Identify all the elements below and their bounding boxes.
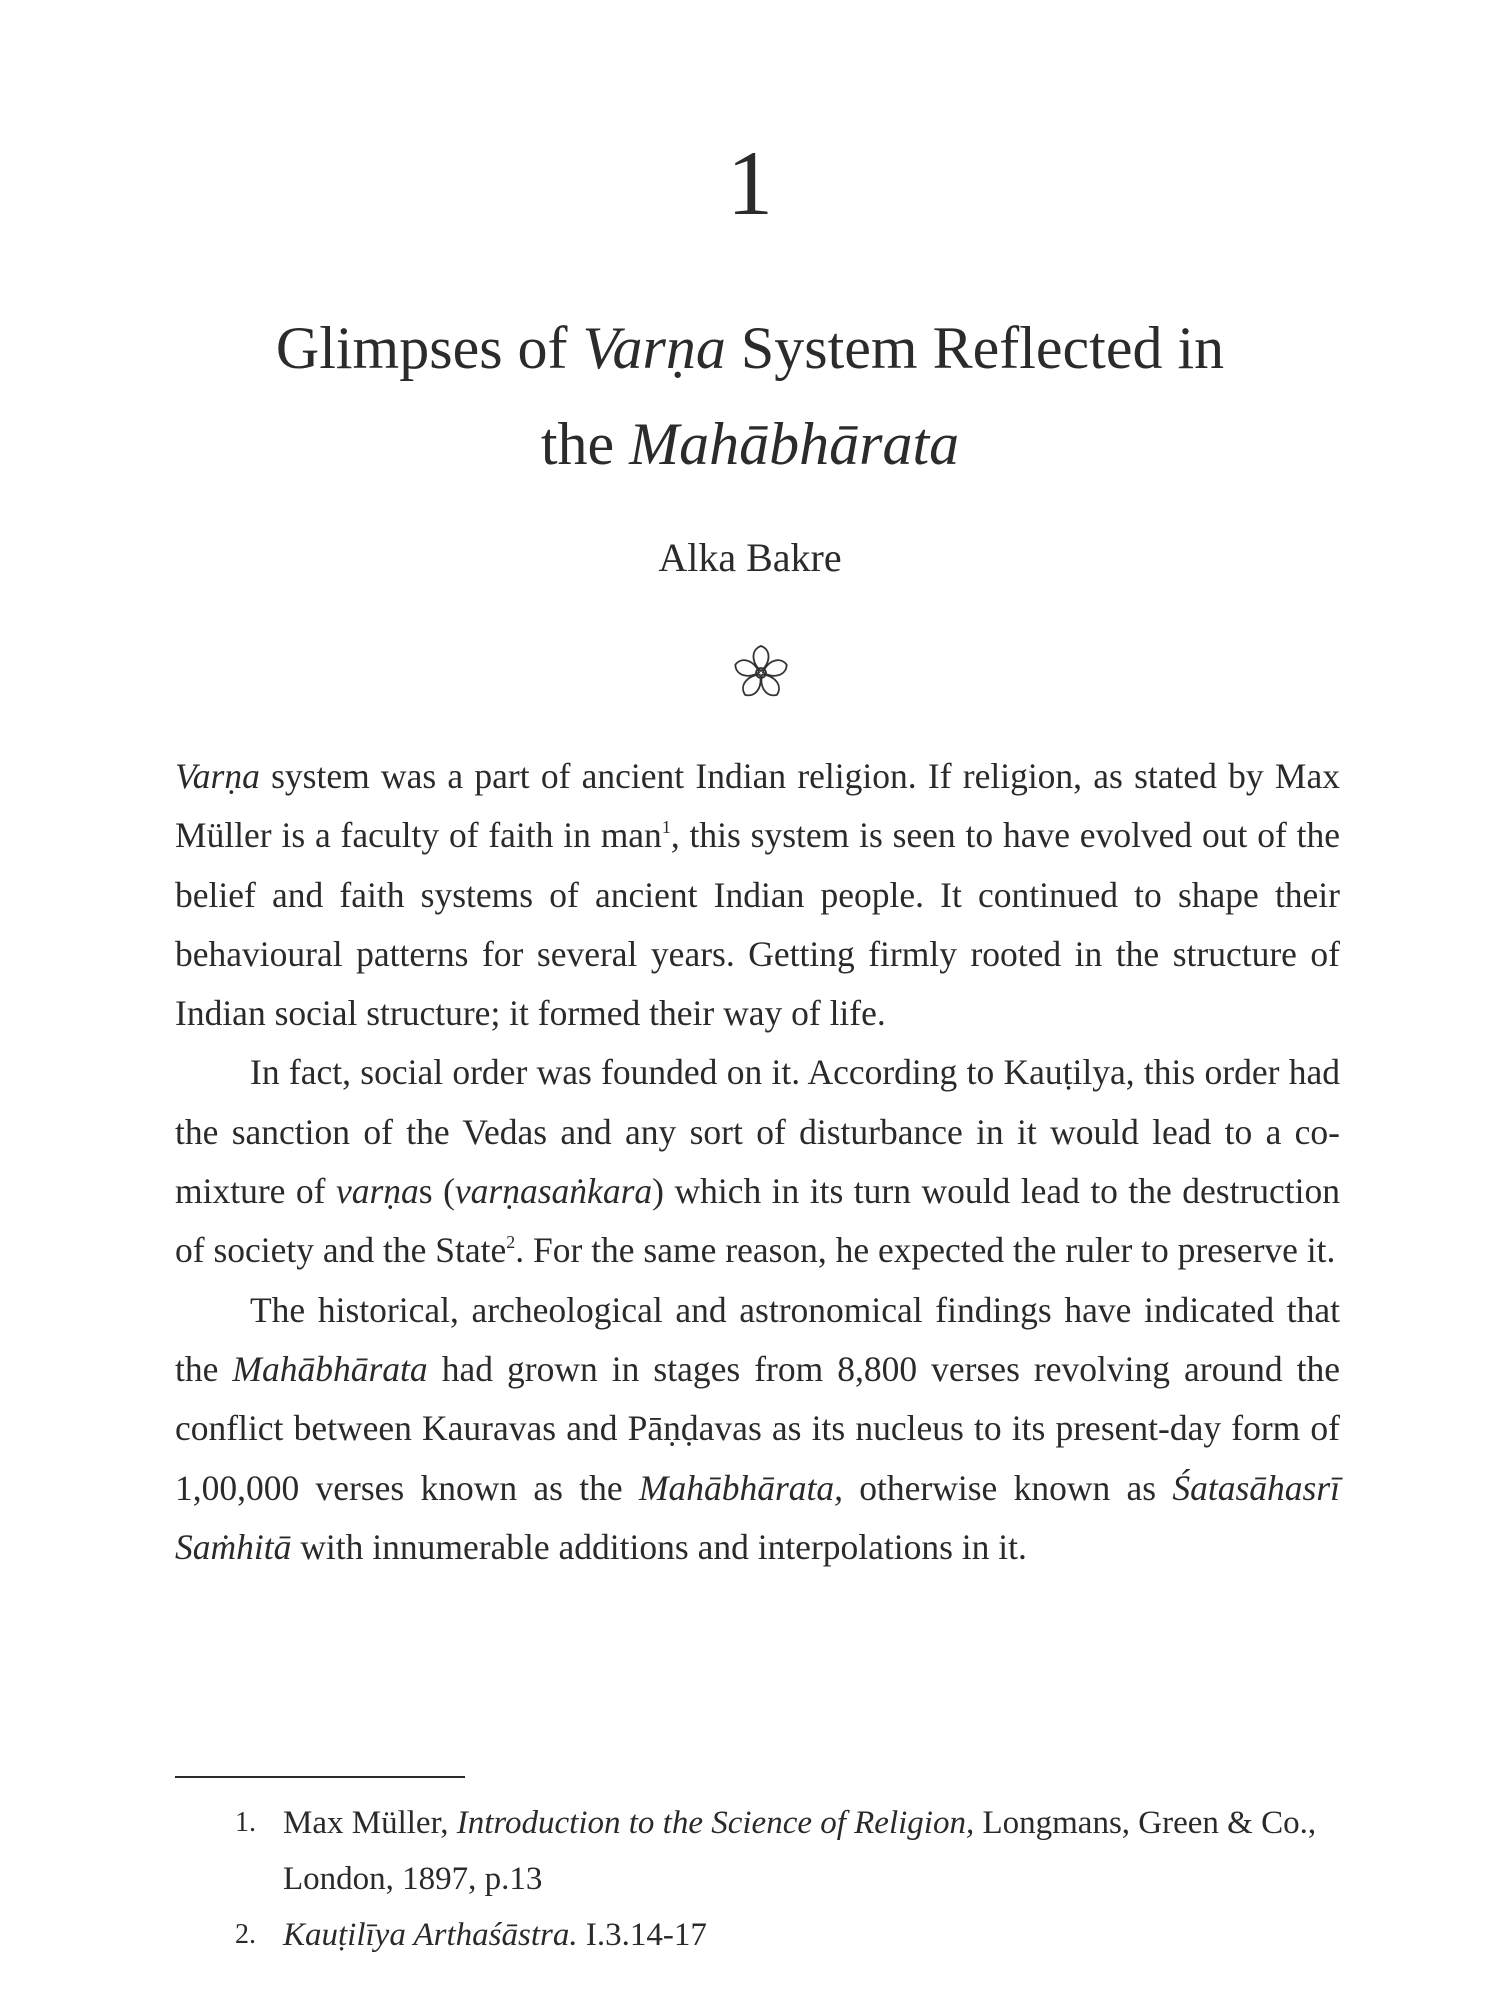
chapter-number: 1 xyxy=(727,132,773,234)
chapter-title-italic: Varṇa xyxy=(582,315,726,381)
chapter-title-text: Glimpses of xyxy=(275,315,583,381)
footnote-text: I.3.14-17 xyxy=(577,1917,707,1953)
footnote-text: Max Müller, xyxy=(283,1805,457,1841)
chapter-title-italic: Mahābhārata xyxy=(629,411,960,477)
footnote-ref: 1 xyxy=(661,817,671,838)
paragraph-text: with innumerable additions and interpolations in it. xyxy=(291,1526,1027,1567)
paragraph-text: In fact, social order was founded on it. According to Kauṭilya, this order had the sanction of the Vedas and any sort of disturbance in it would lead to a co-mixture of xyxy=(175,1052,1340,1212)
italic-term: varṇasaṅkara xyxy=(454,1171,653,1212)
italic-term: Mahābhārata xyxy=(232,1348,428,1389)
italic-term: Mahābhārata, xyxy=(638,1467,844,1508)
paragraph xyxy=(175,1043,1340,1280)
paragraph-text: system was a part of ancient Indian religion. If religion, as stated by Max Müller is a faculty of faith in man xyxy=(175,756,1340,856)
chapter-title xyxy=(160,300,1340,492)
paragraph-text: had grown in stages from 8,800 verses revolving around the conflict between Kauravas and Pāṇḍavas as its nucleus to its present-day form of 1,00,000 verses known as the xyxy=(175,1348,1341,1508)
italic-term: Varṇa xyxy=(175,756,260,796)
paragraph-text: s ( xyxy=(418,1171,455,1212)
italic-term: varṇa xyxy=(335,1171,419,1212)
footnotes xyxy=(175,1795,1340,1963)
paragraph xyxy=(175,747,1340,1043)
paragraph-text: ) which in its turn would lead to the destruction of society and the State xyxy=(175,1171,1341,1271)
paragraph-text: , this system is seen to have evolved out of the belief and faith systems of ancient Indian people. It continued to shape their behavioural patterns for several years. Getting firmly rooted in the structure of Indian social structure; it formed their way of life. xyxy=(175,815,1340,1034)
footnote-italic: Introduction to the Science of Religion, xyxy=(456,1805,975,1841)
paragraph-text: The historical, archeological and astronomical findings have indicated that the xyxy=(175,1289,1340,1389)
footnote-number: 2. xyxy=(235,1919,256,1950)
flower-ornament-icon xyxy=(728,640,794,706)
chapter-title-text: the xyxy=(540,411,630,477)
footnote-text: Longmans, Green & Co., London, 1897, p.13 xyxy=(283,1805,1317,1897)
footnote-ref: 2 xyxy=(506,1232,516,1253)
body-text xyxy=(175,747,1340,1577)
footnote-number: 1. xyxy=(235,1807,256,1838)
footnote-italic: Kauṭilīya Arthaśāstra. xyxy=(283,1917,578,1953)
footnote-item xyxy=(175,1795,1340,1907)
paragraph xyxy=(175,1281,1340,1577)
paragraph-text: . For the same reason, he expected the ruler to preserve it. xyxy=(515,1230,1336,1271)
italic-term: Śatasāhasrī Saṁhitā xyxy=(175,1467,1340,1567)
chapter-title-text: System Reflected in xyxy=(725,315,1225,381)
footnote-item xyxy=(175,1907,1340,1963)
author-name: Alka Bakre xyxy=(658,535,842,580)
paragraph-text: otherwise known as xyxy=(843,1467,1173,1508)
footnote-divider xyxy=(175,1776,465,1778)
